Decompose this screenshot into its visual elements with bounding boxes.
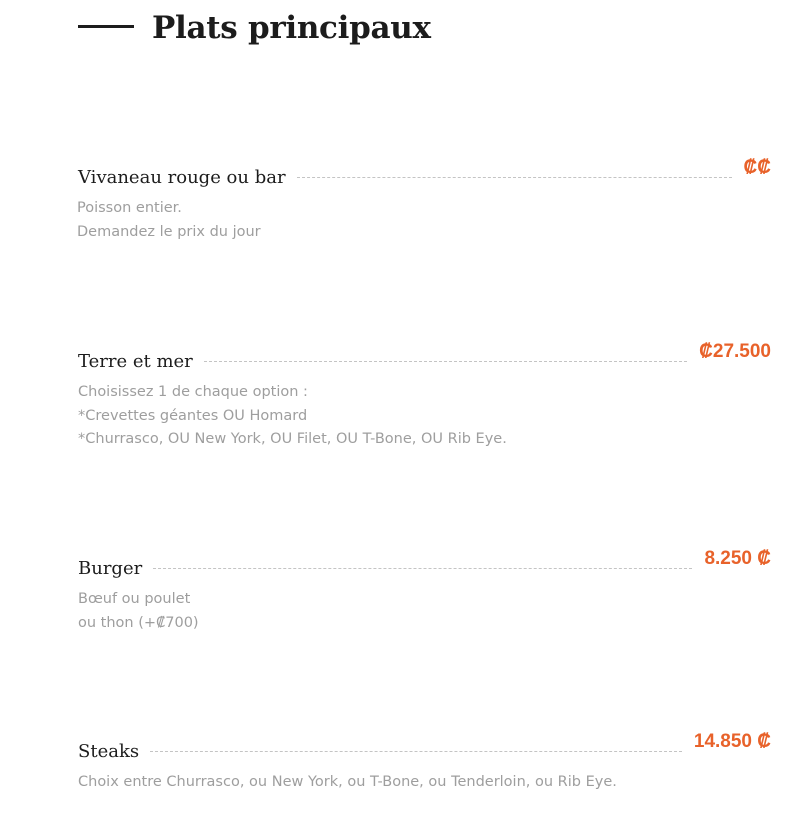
description-line: Bœuf ou poulet (78, 591, 191, 607)
item-head (78, 341, 771, 372)
item-description (78, 771, 771, 795)
menu-item (77, 157, 771, 244)
item-price: ₡₡ (743, 157, 771, 178)
item-price: 14.850 ₡ (693, 731, 771, 752)
item-name: Burger (78, 557, 143, 579)
dotted-leader (297, 177, 732, 178)
menu-item (78, 341, 771, 452)
item-head (78, 157, 771, 188)
item-description (78, 588, 771, 635)
description-line: ou thon (+₡700) (78, 614, 199, 631)
header-rule (78, 25, 134, 28)
item-description (77, 197, 771, 244)
section-header (78, 6, 431, 50)
menu-item (78, 731, 771, 795)
item-price: 8.250 ₡ (704, 548, 771, 569)
dotted-leader (150, 751, 682, 752)
item-price: ₡27.500 (699, 341, 771, 362)
description-line: *Crevettes géantes OU Homard (78, 407, 308, 424)
item-description (78, 381, 771, 452)
description-line: Demandez le prix du jour (77, 223, 261, 240)
menu-item (78, 548, 771, 635)
item-name: Terre et mer (78, 350, 193, 372)
description-line: Choix entre Churrasco, ou New York, ou T-Bone, ou Tenderloin, ou Rib Eye. (78, 774, 617, 790)
section-title: Plats principaux (152, 10, 431, 46)
item-name: Steaks (78, 740, 140, 762)
item-head (78, 548, 771, 579)
item-head (78, 731, 771, 762)
description-line: *Churrasco, OU New York, OU Filet, OU T-Bone, OU Rib Eye. (78, 431, 507, 447)
item-name: Vivaneau rouge ou bar (78, 166, 286, 188)
description-line: Poisson entier. (77, 200, 182, 216)
description-line: Choisissez 1 de chaque option : (78, 384, 308, 400)
dotted-leader (204, 361, 687, 362)
dotted-leader (153, 568, 692, 569)
